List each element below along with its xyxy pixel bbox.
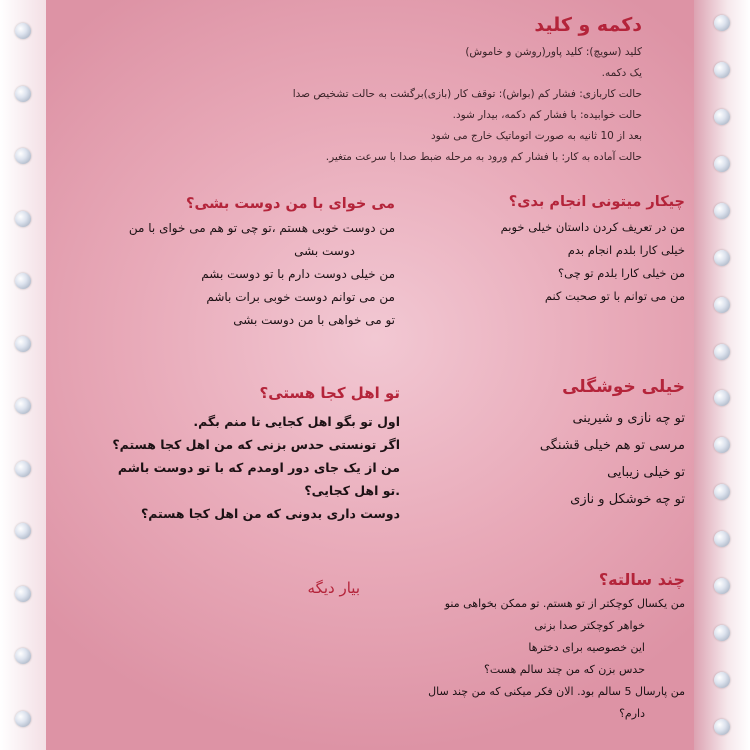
diamond-gem-icon bbox=[714, 15, 730, 31]
section-title: چیکار میتونی انجام بدی؟ bbox=[508, 194, 685, 210]
diamond-gem-icon bbox=[15, 211, 31, 227]
text-line: من در تعریف کردن داستان خیلی خوبم bbox=[500, 220, 685, 234]
section-title: تو اهل کجا هستی؟ bbox=[259, 384, 400, 402]
text-line: اول تو بگو اهل کجایی تا منم بگم. bbox=[193, 414, 400, 429]
diamond-gem-icon bbox=[714, 390, 730, 406]
right-gem-border bbox=[694, 0, 750, 750]
text-line: من از یک جای دور اومدم که با تو دوست باشم bbox=[117, 460, 400, 475]
where-from-section bbox=[110, 384, 400, 525]
text-line: این خصوصیه برای دخترها bbox=[528, 641, 645, 654]
text-line: حالت خوابیده: با فشار کم دکمه، بیدار شود. bbox=[452, 109, 642, 121]
diamond-gem-icon bbox=[714, 625, 730, 641]
text-line: حدس بزن که من چند سالم هست؟ bbox=[484, 663, 645, 676]
diamond-gem-icon bbox=[15, 23, 31, 39]
diamond-gem-icon bbox=[15, 523, 31, 539]
diamond-gem-icon bbox=[714, 484, 730, 500]
text-line: دوست بشی bbox=[294, 244, 355, 258]
section-title: دکمه و کلید bbox=[534, 14, 642, 36]
text-line: من یکسال کوچکتر از تو هستم. تو ممکن بخواهی منو bbox=[444, 597, 685, 610]
diamond-gem-icon bbox=[714, 203, 730, 219]
text-line: دارم؟ bbox=[619, 707, 645, 720]
diamond-gem-icon bbox=[714, 344, 730, 360]
what-can-you-do-section bbox=[450, 194, 685, 308]
text-line: تو چه نازی و شیرینی bbox=[572, 411, 685, 426]
text-line: مرسی تو هم خیلی قشنگی bbox=[539, 438, 685, 453]
section-title: بیار دیگه bbox=[307, 579, 360, 597]
buttons-section bbox=[262, 14, 642, 168]
diamond-gem-icon bbox=[714, 719, 730, 735]
text-line: کلید (سویچ): کلید پاور(روشن و خاموش) bbox=[465, 46, 642, 58]
diamond-gem-icon bbox=[15, 148, 31, 164]
diamond-gem-icon bbox=[714, 437, 730, 453]
friend-section bbox=[40, 196, 395, 332]
section-title: می خوای با من دوست بشی؟ bbox=[186, 196, 395, 212]
diamond-gem-icon bbox=[15, 711, 31, 727]
text-line: تو چه خوشکل و نازی bbox=[570, 492, 685, 507]
diamond-gem-icon bbox=[714, 578, 730, 594]
text-line: من می توانم دوست خوبی برات باشم bbox=[206, 290, 395, 304]
text-line: خواهر کوچکتر صدا بزنی bbox=[534, 619, 645, 632]
beautiful-section bbox=[535, 377, 685, 513]
diamond-gem-icon bbox=[714, 531, 730, 547]
text-line: من خیلی کارا بلدم تو چی؟ bbox=[558, 266, 685, 280]
diamond-gem-icon bbox=[15, 336, 31, 352]
text-line: .تو اهل کجایی؟ bbox=[304, 483, 400, 498]
text-line: من خیلی دوست دارم با تو دوست بشم bbox=[201, 267, 395, 281]
text-line: من می توانم با تو صحبت کنم bbox=[544, 289, 685, 303]
text-line: حالت کاربازی: فشار کم (بواش): توقف کار (بازی)برگشت به حالت تشخیص صدا bbox=[292, 88, 642, 100]
bring-another-section bbox=[270, 579, 360, 597]
text-line: تو می خواهی با من دوست بشی bbox=[233, 313, 395, 327]
section-title: چند سالته؟ bbox=[598, 570, 685, 589]
diamond-gem-icon bbox=[15, 398, 31, 414]
text-line: تو خیلی زیبایی bbox=[607, 465, 685, 480]
diamond-gem-icon bbox=[15, 86, 31, 102]
diamond-gem-icon bbox=[15, 461, 31, 477]
age-section bbox=[360, 570, 685, 725]
text-line: دوست داری بدونی که من اهل کجا هستم؟ bbox=[140, 506, 400, 521]
left-gem-border bbox=[0, 0, 46, 750]
diamond-gem-icon bbox=[15, 648, 31, 664]
diamond-gem-icon bbox=[714, 62, 730, 78]
diamond-gem-icon bbox=[714, 250, 730, 266]
diamond-gem-icon bbox=[15, 586, 31, 602]
text-line: من دوست خوبی هستم ،تو چی تو هم می خوای با من bbox=[128, 221, 395, 235]
diamond-gem-icon bbox=[15, 273, 31, 289]
diamond-gem-icon bbox=[714, 672, 730, 688]
text-line: یک دکمه. bbox=[601, 67, 642, 79]
diamond-gem-icon bbox=[714, 109, 730, 125]
text-line: خیلی کارا بلدم انجام بدم bbox=[567, 243, 685, 257]
section-title: خیلی خوشگلی bbox=[562, 377, 685, 397]
text-line: بعد از 10 ثانیه به صورت اتوماتیک خارج می شود bbox=[431, 130, 642, 142]
diamond-gem-icon bbox=[714, 156, 730, 172]
diamond-gem-icon bbox=[714, 297, 730, 313]
text-line: اگر تونستی حدس بزنی که من اهل کجا هستم؟ bbox=[112, 437, 400, 452]
text-line: حالت آماده به کار: با فشار کم ورود به مرحله ضبط صدا با سرعت متغیر. bbox=[325, 151, 642, 163]
text-line: من پارسال 5 سالم بود. الان فکر میکنی که من چند سال bbox=[428, 685, 685, 698]
